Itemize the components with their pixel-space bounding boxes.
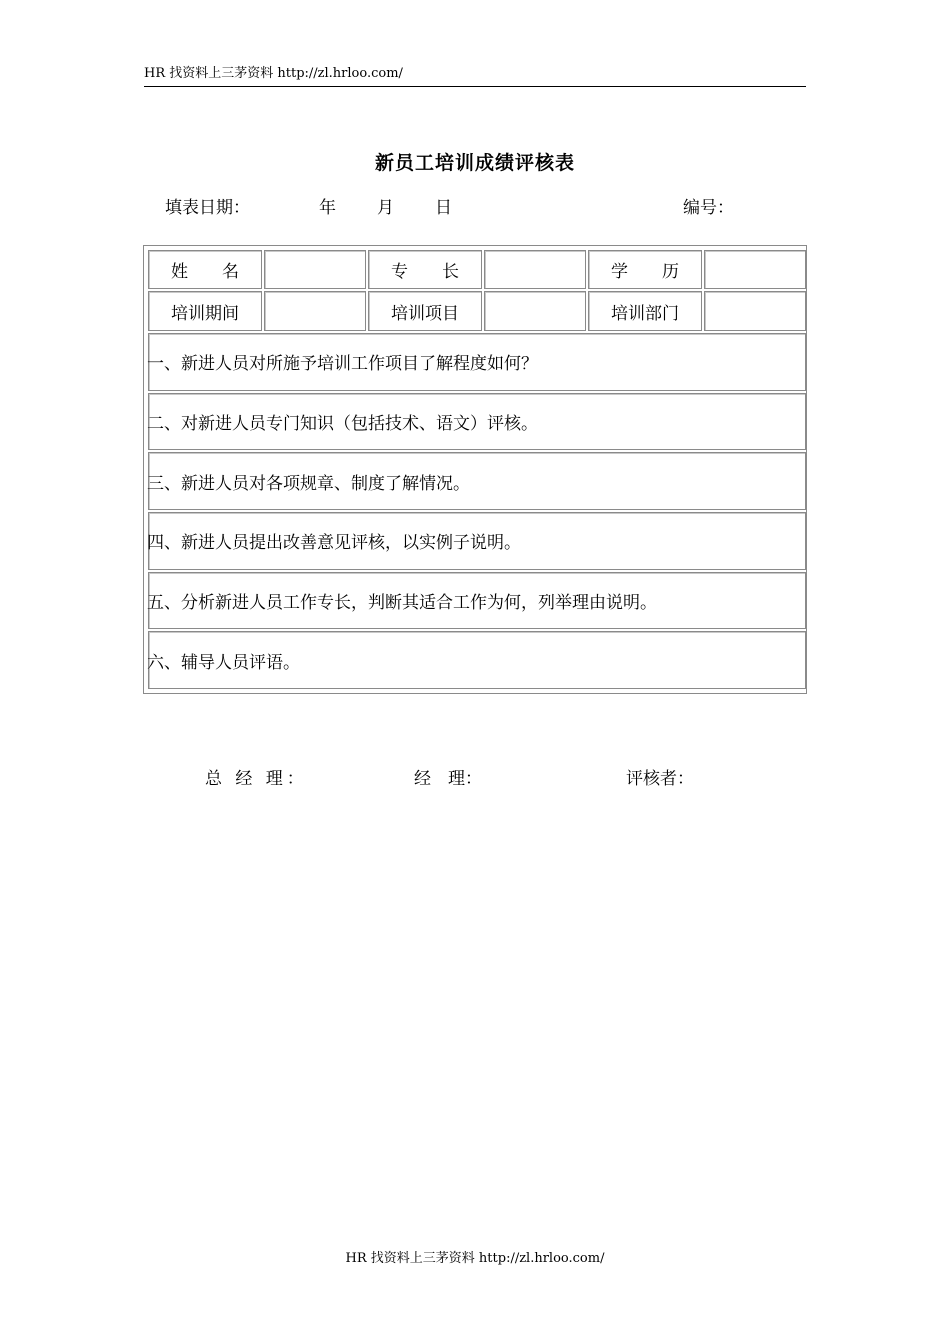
fill-date-label: 填表日期： [165, 198, 250, 218]
training-project-label: 培训项目 [368, 291, 482, 330]
education-cell[interactable] [704, 250, 806, 289]
table-row [148, 393, 806, 451]
general-manager-signature-label: 总 经 理： [205, 769, 308, 789]
table-row [148, 452, 806, 510]
table-row [148, 572, 806, 630]
table-row [148, 512, 806, 570]
training-project-cell[interactable] [484, 291, 586, 330]
question-specialty-analysis[interactable]: 五、分析新进人员工作专长，判断其适合工作为何，列举理由说明。 [148, 572, 806, 630]
question-regulations[interactable]: 三、新进人员对各项规章、制度了解情况。 [148, 452, 806, 510]
header-text: HR 找资料上三茅资料 http://zl.hrloo.com/ [144, 66, 403, 81]
name-label: 姓 名 [148, 250, 262, 289]
specialty-label: 专 长 [368, 250, 482, 289]
page-footer: HR 找资料上三茅资料 http://zl.hrloo.com/ [345, 1251, 605, 1266]
question-improvement[interactable]: 四、新进人员提出改善意见评核，以实例子说明。 [148, 512, 806, 570]
specialty-cell[interactable] [484, 250, 586, 289]
year-label: 年 [319, 198, 336, 218]
table-row [148, 631, 806, 689]
question-understanding[interactable]: 一、新进人员对所施予培训工作项目了解程度如何？ [148, 333, 806, 391]
page-header [144, 64, 806, 87]
evaluation-form [143, 245, 807, 694]
day-label: 日 [435, 198, 452, 218]
page-title: 新员工培训成绩评核表 [374, 152, 575, 174]
question-mentor-comments[interactable]: 六、辅导人员评语。 [148, 631, 806, 689]
serial-number-label: 编号： [683, 198, 734, 218]
reviewer-signature-label: 评核者： [626, 769, 694, 789]
manager-signature-label: 经 理： [414, 769, 482, 789]
training-period-label: 培训期间 [148, 291, 262, 330]
evaluation-table [146, 248, 808, 691]
table-row [148, 333, 806, 391]
training-department-cell[interactable] [704, 291, 806, 330]
education-label: 学 历 [588, 250, 702, 289]
training-period-cell[interactable] [264, 291, 366, 330]
question-knowledge[interactable]: 二、对新进人员专门知识（包括技术、语文）评核。 [148, 393, 806, 451]
month-label: 月 [377, 198, 394, 218]
table-row [148, 291, 806, 330]
training-department-label: 培训部门 [588, 291, 702, 330]
table-row [148, 250, 806, 289]
name-cell[interactable] [264, 250, 366, 289]
